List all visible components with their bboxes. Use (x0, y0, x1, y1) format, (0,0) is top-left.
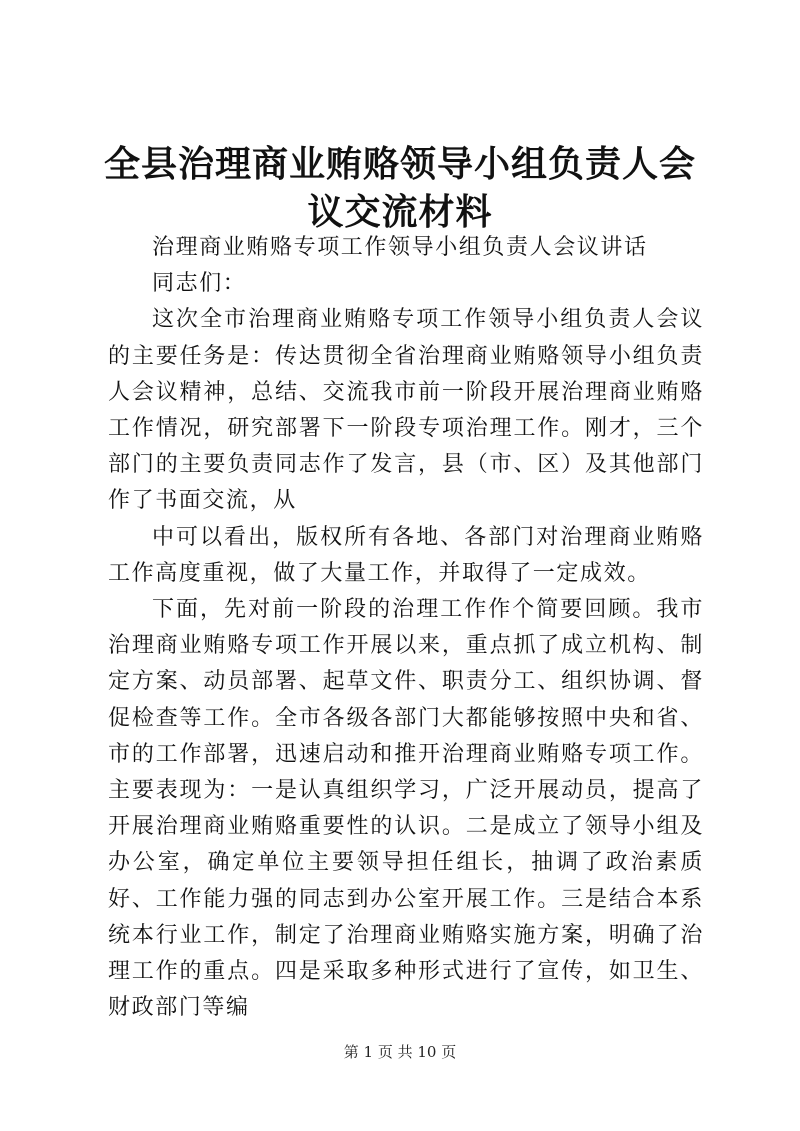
body-paragraph-3: 下面，先对前一阶段的治理工作作个简要回顾。我市治理商业贿赂专项工作开展以来，重点抓了成立机构、制定方案、动员部署、起草文件、职责分工、组织协调、督促检查等工作。全市各级各部门大都能够按照中央和省、市的工作部署，迅速启动和推开治理商业贿赂专项工作。主要表现为：一是认真组织学习，广泛开展动员，提高了开展治理商业贿赂重要性的认识。二是成立了领导小组及办公室，确定单位主要领导担任组长，抽调了政治素质好、工作能力强的同志到办公室开展工作。三是结合本系统本行业工作，制定了治理商业贿赂实施方案，明确了治理工作的重点。四是采取多种形式进行了宣传，如卫生、财政部门等编 (108, 597, 704, 1021)
page-number-footer: 第 1 页 共 10 页 (343, 1043, 457, 1061)
salutation-paragraph: 同志们： (152, 271, 247, 297)
body-paragraph-1: 这次全市治理商业贿赂专项工作领导小组负责人会议的主要任务是：传达贯彻全省治理商业贿赂领导小组负责人会议精神，总结、交流我市前一阶段开展治理商业贿赂工作情况，研究部署下一阶段专项治理工作。刚才，三个部门的主要负责同志作了发言，县（市、区）及其他部门作了书面交流，从 (108, 307, 704, 514)
document-title: 全县治理商业贿赂领导小组负责人会议交流材料 (103, 143, 696, 233)
subtitle-paragraph: 治理商业贿赂专项工作领导小组负责人会议讲话 (152, 235, 648, 260)
document-body (108, 230, 704, 1026)
body-paragraph-2: 中可以看出，版权所有各地、各部门对治理商业贿赂工作高度重视，做了大量工作，并取得了一定成效。 (108, 524, 704, 586)
